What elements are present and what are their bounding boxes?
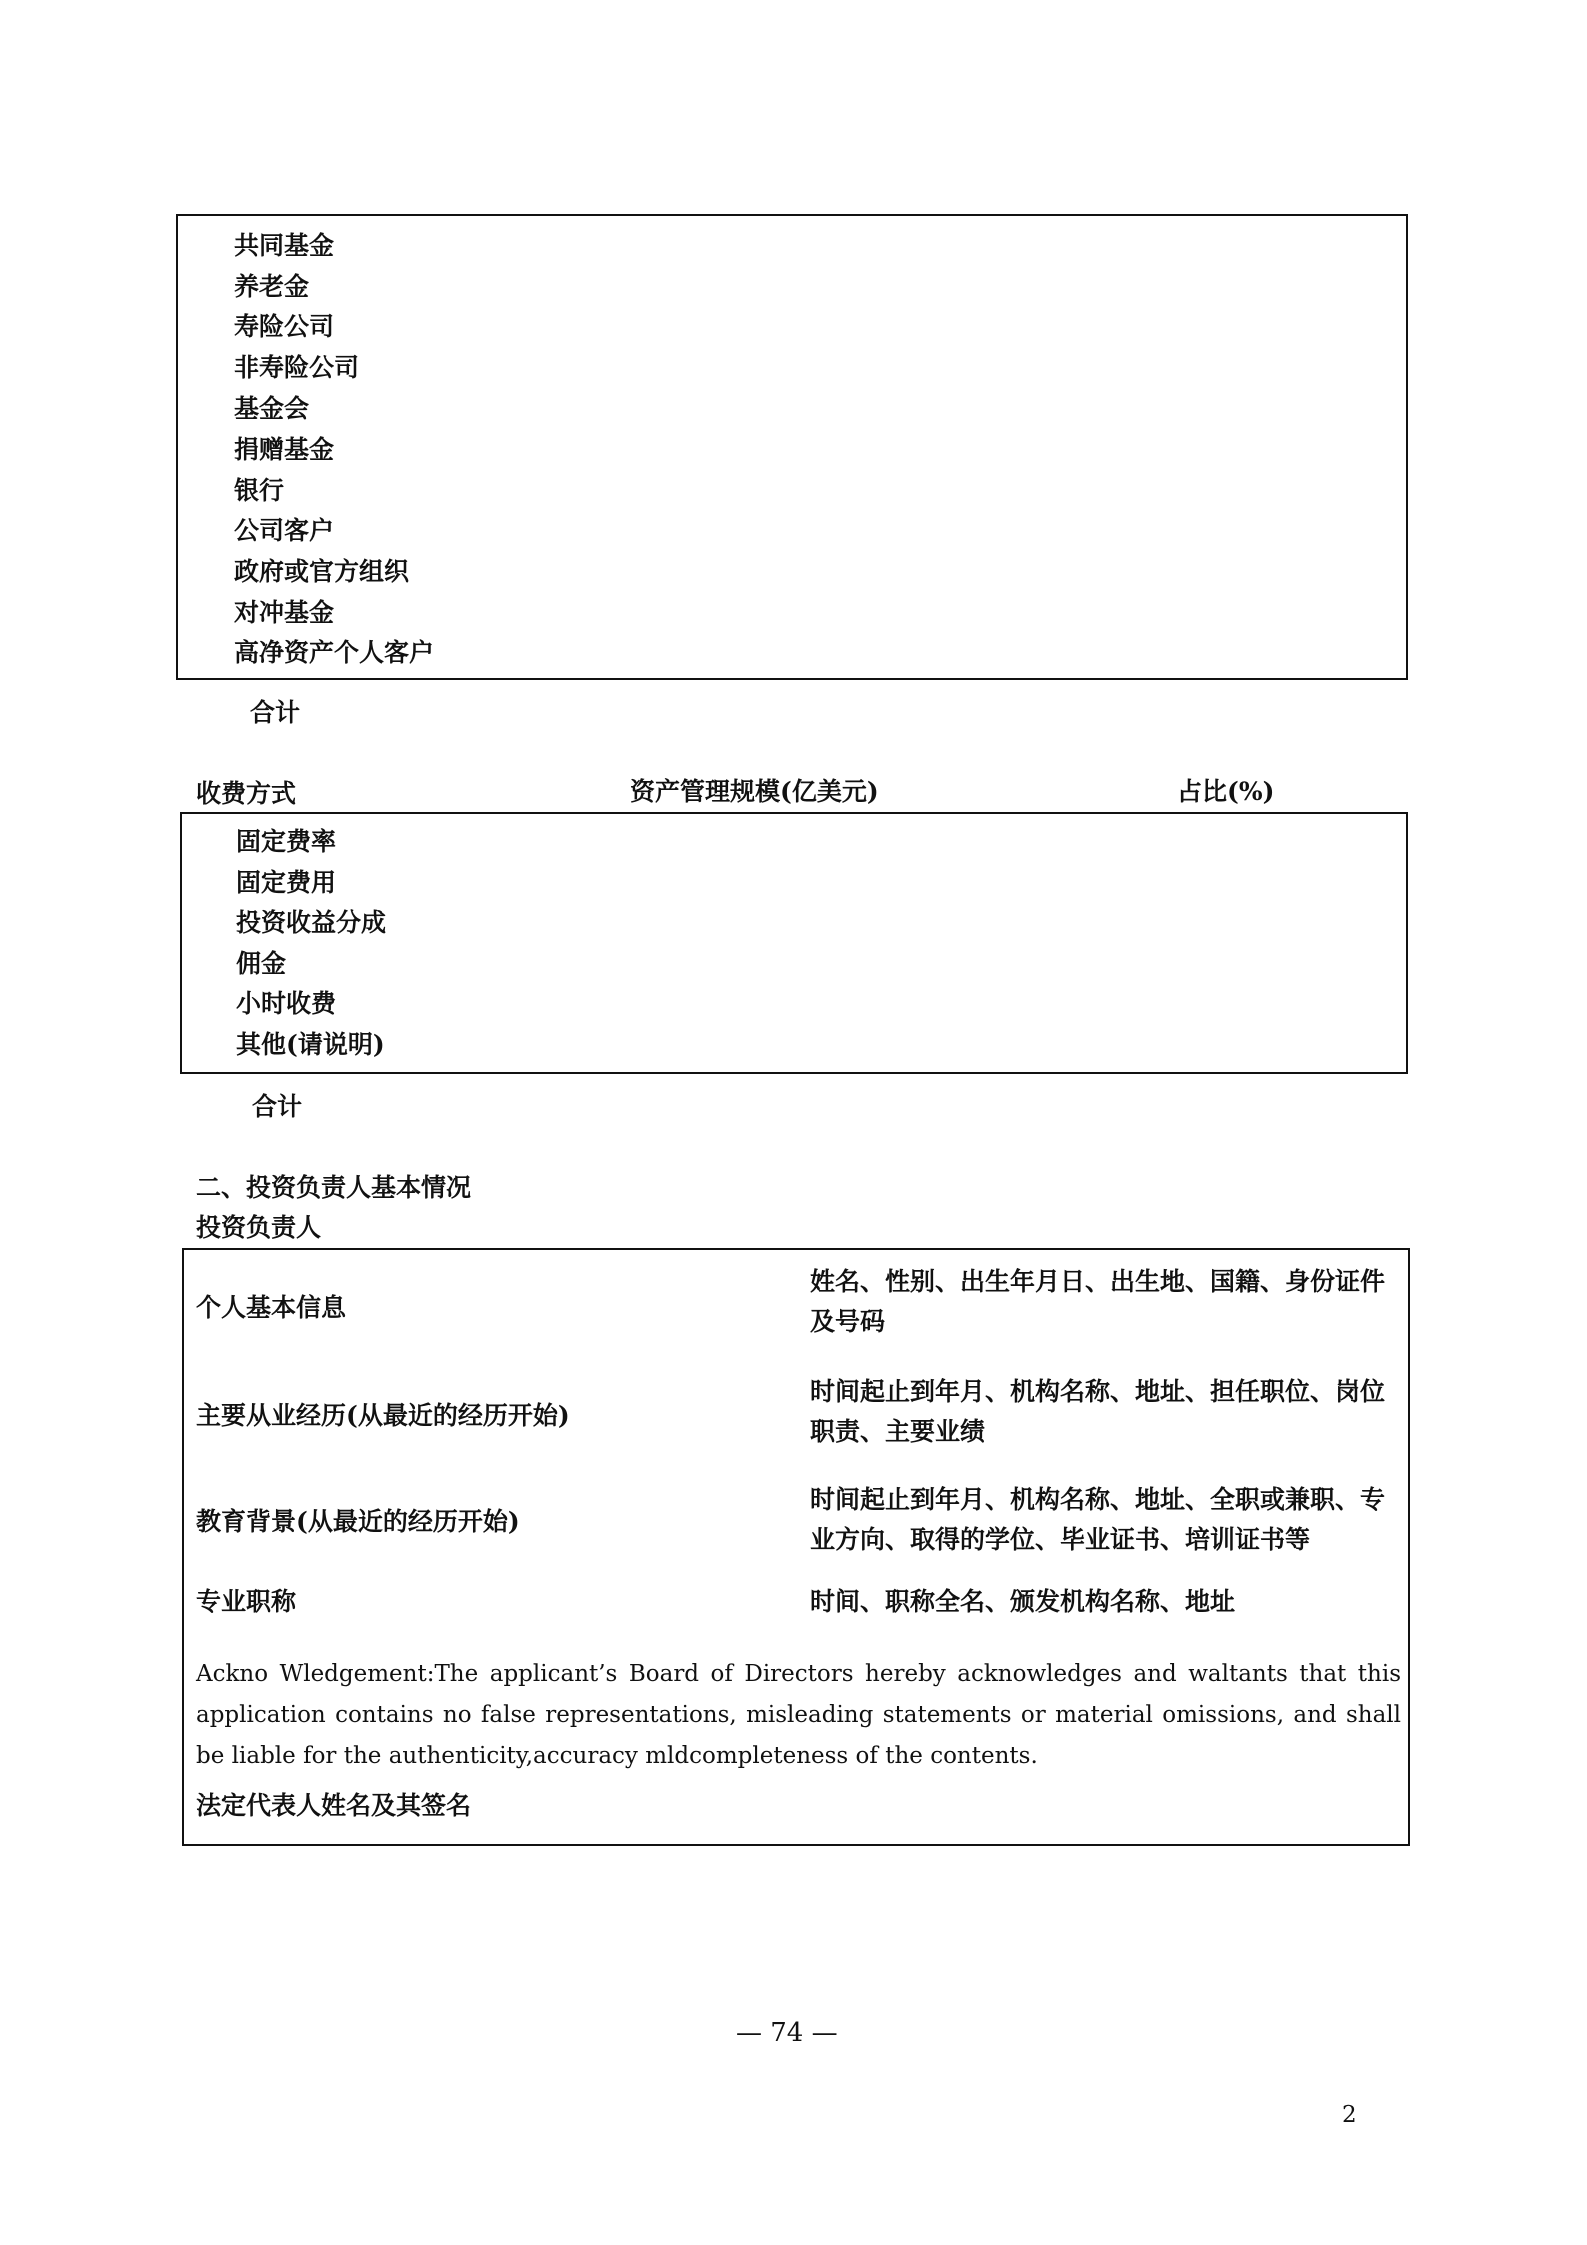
corner-number: 2 xyxy=(1342,2102,1357,2128)
row-label-title: 专业职称 xyxy=(196,1587,297,1616)
fee-method-item: 其他(请说明) xyxy=(236,1030,385,1059)
row-label-work-history: 主要从业经历(从最近的经历开始) xyxy=(196,1401,570,1430)
fee-method-item: 投资收益分成 xyxy=(236,908,387,937)
client-types-total-label: 合计 xyxy=(250,698,301,727)
client-type-item: 政府或官方组织 xyxy=(234,557,410,586)
signature-label: 法定代表人姓名及其签名 xyxy=(196,1791,472,1820)
client-type-item: 基金会 xyxy=(234,394,310,423)
fee-method-item: 固定费率 xyxy=(236,827,337,856)
acknowledgement-text: Ackno Wledgement:The applicant’s Board of Directors hereby acknowledges and waltants that this application contains no false representations, misleading statements or material omissions, and shall be liable for the authenticity,accuracy mldcompleteness of the contents. xyxy=(196,1661,1401,1769)
row-desc-basic-info: 姓名、性别、出生年月日、出生地、国籍、身份证件及号码 xyxy=(810,1267,1386,1336)
client-type-item: 寿险公司 xyxy=(234,312,335,341)
fee-method-item: 小时收费 xyxy=(236,989,337,1018)
section-subtitle: 投资负责人 xyxy=(196,1213,322,1242)
client-type-item: 公司客户 xyxy=(234,516,335,545)
fee-header-aum: 资产管理规模(亿美元) xyxy=(630,777,879,806)
client-type-item: 银行 xyxy=(234,476,285,505)
fee-method-item: 佣金 xyxy=(236,949,287,978)
row-desc-title: 时间、职称全名、颁发机构名称、地址 xyxy=(810,1587,1236,1616)
page-number: — 74 — xyxy=(736,2018,838,2048)
client-type-item: 高净资产个人客户 xyxy=(234,638,435,667)
client-type-item: 共同基金 xyxy=(234,231,335,260)
row-desc-work-history: 时间起止到年月、机构名称、地址、担任职位、岗位职责、主要业绩 xyxy=(810,1377,1386,1446)
client-type-item: 养老金 xyxy=(234,272,310,301)
row-label-education: 教育背景(从最近的经历开始) xyxy=(196,1507,520,1536)
fee-header-share: 占比(%) xyxy=(1177,777,1275,806)
fee-header-method: 收费方式 xyxy=(196,779,297,808)
row-label-basic-info: 个人基本信息 xyxy=(196,1293,347,1322)
row-desc-education: 时间起止到年月、机构名称、地址、全职或兼职、专业方向、取得的学位、毕业证书、培训证书等 xyxy=(810,1485,1386,1554)
client-type-item: 非寿险公司 xyxy=(234,353,360,382)
client-type-item: 捐赠基金 xyxy=(234,435,335,464)
client-type-item: 对冲基金 xyxy=(234,598,335,627)
section-title: 二、投资负责人基本情况 xyxy=(196,1173,472,1202)
fee-method-item: 固定费用 xyxy=(236,868,337,897)
client-types-box xyxy=(176,214,1408,680)
fee-total-label: 合计 xyxy=(252,1092,303,1121)
